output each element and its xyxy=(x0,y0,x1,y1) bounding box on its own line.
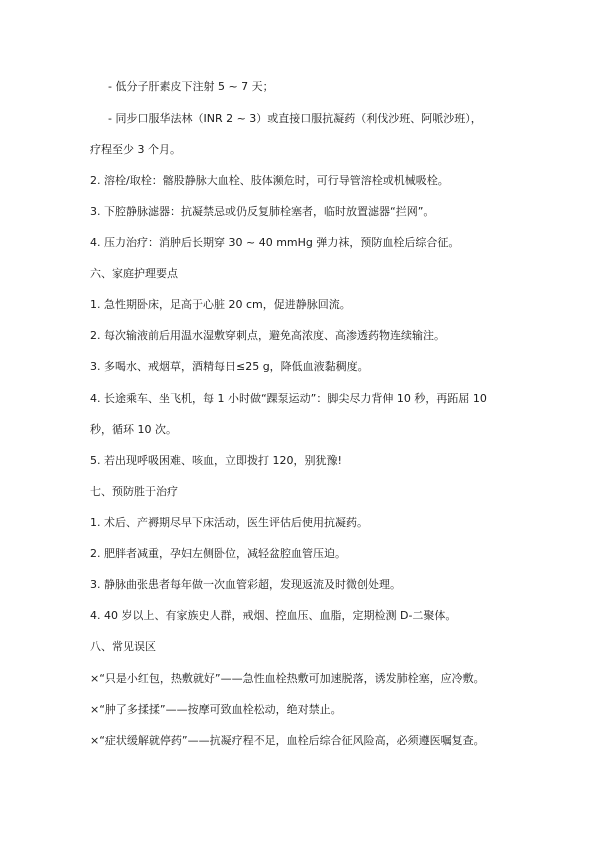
misconception-item-2: ×“肿了多揉揉”——按摩可致血栓松动，绝对禁止。 xyxy=(90,703,342,716)
misconception-item-3: ×“症状缓解就停药”——抗凝疗程不足，血栓后综合征风险高，必须遵医嘱复查。 xyxy=(90,734,485,747)
section-heading-misconceptions: 八、常见误区 xyxy=(90,640,156,653)
misconception-item-1: ×“只是小红包，热敷就好”——急性血栓热敷可加速脱落，诱发肺栓塞，应冷敷。 xyxy=(90,672,485,685)
treatment-item-compression: 4. 压力治疗：消肿后长期穿 30 ~ 40 mmHg 弹力袜，预防血栓后综合征。 xyxy=(90,236,460,249)
treatment-item-thrombolysis: 2. 溶栓/取栓：髂股静脉大血栓、肢体濒危时，可行导管溶栓或机械吸栓。 xyxy=(90,174,449,187)
treatment-bullet-continuation: 疗程至少 3 个月。 xyxy=(90,143,181,156)
home-care-item-1: 1. 急性期卧床，足高于心脏 20 cm，促进静脉回流。 xyxy=(90,298,351,311)
home-care-item-2: 2. 每次输液前后用温水湿敷穿刺点，避免高浓度、高渗透药物连续输注。 xyxy=(90,329,445,342)
prevention-item-3: 3. 静脉曲张患者每年做一次血管彩超，发现返流及时微创处理。 xyxy=(90,578,401,591)
home-care-item-4: 4. 长途乘车、坐飞机，每 1 小时做“踝泵运动”：脚尖尽力背伸 10 秒，再跖屈 10 xyxy=(90,392,487,405)
section-heading-home-care: 六、家庭护理要点 xyxy=(90,267,178,280)
home-care-item-4-continuation: 秒，循环 10 次。 xyxy=(90,423,177,436)
prevention-item-1: 1. 术后、产褥期尽早下床活动，医生评估后使用抗凝药。 xyxy=(90,516,368,529)
home-care-item-5: 5. 若出现呼吸困难、咳血，立即拨打 120，别犹豫! xyxy=(90,454,342,467)
treatment-bullet-warfarin: - 同步口服华法林（INR 2 ~ 3）或直接口服抗凝药（利伐沙班、阿哌沙班）， xyxy=(108,112,482,125)
treatment-bullet-lmwh: - 低分子肝素皮下注射 5 ~ 7 天； xyxy=(108,80,274,93)
prevention-item-2: 2. 肥胖者减重，孕妇左侧卧位，减轻盆腔血管压迫。 xyxy=(90,547,346,560)
prevention-item-4: 4. 40 岁以上、有家族史人群，戒烟、控血压、血脂，定期检测 D-二聚体。 xyxy=(90,609,457,622)
section-heading-prevention: 七、预防胜于治疗 xyxy=(90,485,178,498)
treatment-item-ivc-filter: 3. 下腔静脉滤器：抗凝禁忌或仍反复肺栓塞者，临时放置滤器“拦网”。 xyxy=(90,205,435,218)
home-care-item-3: 3. 多喝水、戒烟草，酒精每日≤25 g，降低血液黏稠度。 xyxy=(90,360,369,373)
